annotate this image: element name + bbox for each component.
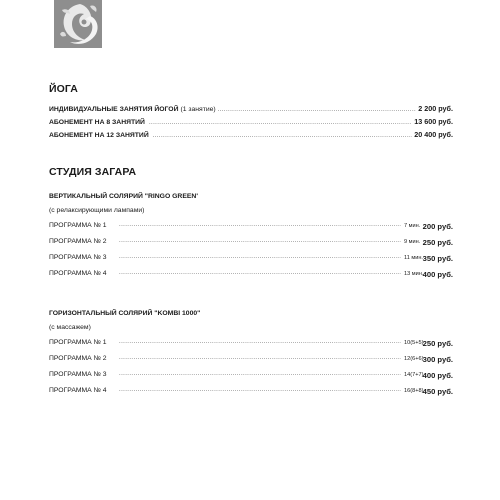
yoga-row-label: АБОНЕМЕНТ НА 12 ЗАНЯТИЙ bbox=[49, 132, 149, 139]
vertical-solarium-note: (с релаксирующими лампами) bbox=[49, 207, 145, 214]
yoga-row-label: АБОНЕМЕНТ НА 8 ЗАНЯТИЙ bbox=[49, 119, 145, 126]
program-row bbox=[49, 254, 453, 264]
vertical-solarium-heading: ВЕРТИКАЛЬНЫЙ СОЛЯРИЙ "RINGO GREEN' bbox=[49, 193, 198, 200]
program-name: ПРОГРАММА № 3 bbox=[49, 371, 107, 378]
program-price: 450 руб. bbox=[422, 387, 453, 396]
program-name: ПРОГРАММА № 1 bbox=[49, 222, 107, 229]
program-duration: 12(6+6) bbox=[404, 356, 424, 362]
program-duration: 11 мин. bbox=[404, 255, 423, 261]
program-name: ПРОГРАММА № 1 bbox=[49, 339, 107, 346]
leader-dots bbox=[119, 238, 401, 244]
leader-dots bbox=[149, 120, 412, 126]
program-name: ПРОГРАММА № 4 bbox=[49, 387, 107, 394]
program-row bbox=[49, 238, 453, 248]
leader-dots bbox=[119, 371, 401, 377]
horizontal-solarium-note: (с массажем) bbox=[49, 324, 91, 331]
yoga-row-label: ИНДИВИДУАЛЬНЫЕ ЗАНЯТИЯ ЙОГОЙ bbox=[49, 106, 179, 113]
leader-dots bbox=[119, 387, 401, 393]
leader-dots bbox=[119, 355, 401, 361]
program-price: 250 руб. bbox=[422, 339, 453, 348]
program-price: 200 руб. bbox=[422, 222, 453, 231]
program-row bbox=[49, 371, 453, 381]
program-row bbox=[49, 270, 453, 280]
leader-dots bbox=[119, 254, 401, 260]
leader-dots bbox=[153, 133, 413, 139]
program-row bbox=[49, 222, 453, 232]
yoga-row-price: 20 400 руб. bbox=[414, 130, 453, 139]
program-duration: 7 мин. bbox=[404, 223, 421, 229]
yoga-row-note: (1 занятие) bbox=[180, 106, 216, 113]
leader-dots bbox=[218, 107, 417, 113]
program-name: ПРОГРАММА № 3 bbox=[49, 254, 107, 261]
yoga-row-price: 2 200 руб. bbox=[418, 104, 453, 113]
ornament-logo-icon bbox=[54, 0, 102, 48]
tanning-section-title: СТУДИЯ ЗАГАРА bbox=[49, 166, 137, 178]
program-name: ПРОГРАММА № 4 bbox=[49, 270, 107, 277]
leader-dots bbox=[119, 222, 401, 228]
program-duration: 14(7+7) bbox=[404, 372, 424, 378]
yoga-row bbox=[49, 104, 453, 114]
program-row bbox=[49, 339, 453, 349]
yoga-row-price: 13 600 руб. bbox=[414, 117, 453, 126]
program-duration: 16(8+8) bbox=[404, 388, 424, 394]
program-duration: 10(5+5) bbox=[404, 340, 424, 346]
program-name: ПРОГРАММА № 2 bbox=[49, 238, 107, 245]
program-duration: 13 мин. bbox=[404, 271, 424, 277]
horizontal-solarium-heading: ГОРИЗОНТАЛЬНЫЙ СОЛЯРИЙ "KOMBI 1000" bbox=[49, 310, 201, 317]
program-price: 400 руб. bbox=[422, 270, 453, 279]
program-name: ПРОГРАММА № 2 bbox=[49, 355, 107, 362]
yoga-row bbox=[49, 130, 453, 140]
program-row bbox=[49, 387, 453, 397]
program-row bbox=[49, 355, 453, 365]
yoga-row bbox=[49, 117, 453, 127]
program-price: 250 руб. bbox=[422, 238, 453, 247]
program-price: 350 руб. bbox=[422, 254, 453, 263]
program-price: 300 руб. bbox=[422, 355, 453, 364]
program-duration: 9 мин. bbox=[404, 239, 421, 245]
yoga-section-title: ЙОГА bbox=[49, 83, 78, 95]
program-price: 400 руб. bbox=[422, 371, 453, 380]
leader-dots bbox=[119, 339, 401, 345]
leader-dots bbox=[119, 270, 401, 276]
